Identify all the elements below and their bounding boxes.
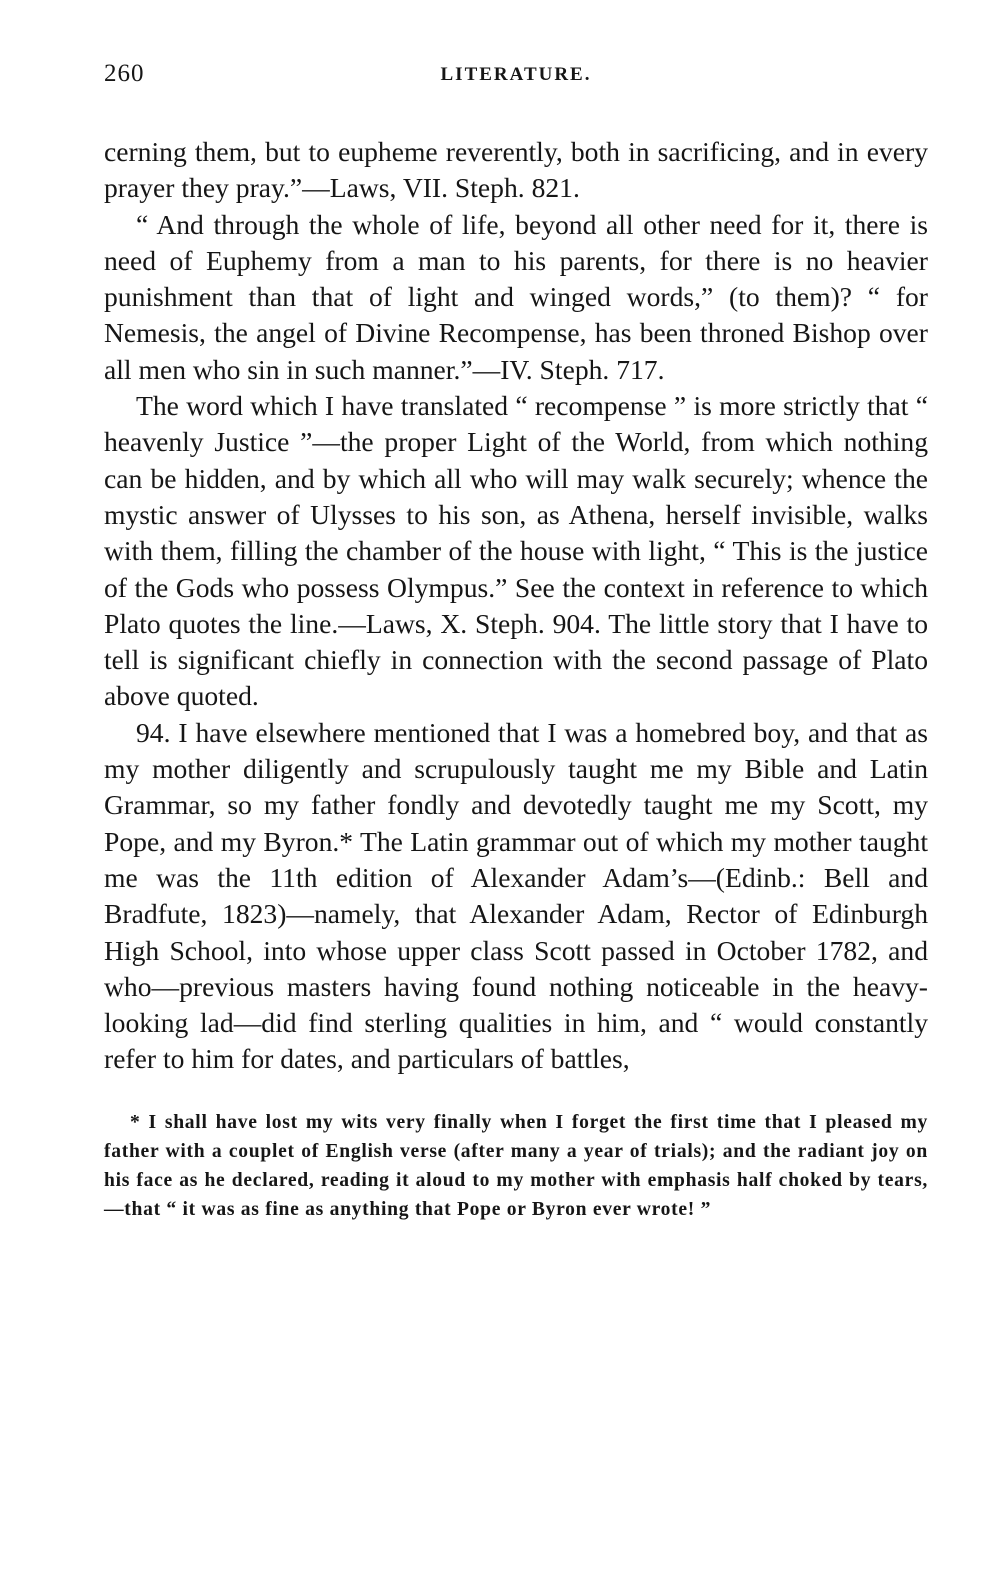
book-page bbox=[104, 60, 928, 1225]
paragraph-quotation: “ And through the whole of life, beyond all other need for it, there is need of Euphemy from a man to his parents, for there is no heavier punishment than that of light and winged words,” (to them)? “ for Nemesis, the angel of Divine Recompense, has been throned Bishop over all men who sin in such manner.”—IV. Steph. 717. bbox=[104, 208, 928, 385]
footnotes bbox=[104, 1108, 928, 1225]
paragraph-commentary: The word which I have translated “ recompense ” is more strictly that “ heavenly Justice ”—the proper Light of the World, from which nothing can be hidden, and by which all who will may walk securely; whence the mystic answer of Ulysses to his son, as Athena, herself invisible, walks with them, filling the chamber of the house with light, “ This is the justice of the Gods who possess Olympus.” See the context in reference to which Plato quotes the line.—Laws, X. Steph. 904. The little story that I have to tell is significant chiefly in connection with the second passage of Plato above quoted. bbox=[104, 390, 928, 712]
paragraph-continued: cerning them, but to eupheme reverently, both in sacrificing, and in every prayer they pray.”—Laws, VII. Steph. 821. bbox=[104, 136, 928, 204]
running-title: LITERATURE. bbox=[440, 64, 592, 85]
running-header bbox=[104, 60, 928, 100]
page-number: 260 bbox=[104, 60, 145, 87]
paragraph-section-94: 94. I have elsewhere mentioned that I was a homebred boy, and that as my mother diligently and scrupulously taught me my Bible and Latin Grammar, so my father fondly and devotedly taught me my Scott, my Pope, and my Byron.* The Latin grammar out of which my mother taught me was the 11th edition of Alexander Adam’s—(Edinb.: Bell and Bradfute, 1823)—namely, that Alexander Adam, Rector of Edinburgh High School, into whose upper class Scott passed in October 1782, and who—previous masters having found nothing noticeable in the heavy-looking lad—did find sterling qualities in him, and “ would constantly refer to him for dates, and particulars of battles, bbox=[104, 716, 928, 1075]
footnote: * I shall have lost my wits very finally when I forget the first time that I pleased my father with a couplet of English verse (after many a year of trials); and the radiant joy on his face as he declared, reading it aloud to my mother with emphasis half choked by tears,—that “ it was as fine as anything that Pope or Byron ever wrote! ” bbox=[104, 1111, 928, 1221]
body-text bbox=[104, 134, 928, 1078]
